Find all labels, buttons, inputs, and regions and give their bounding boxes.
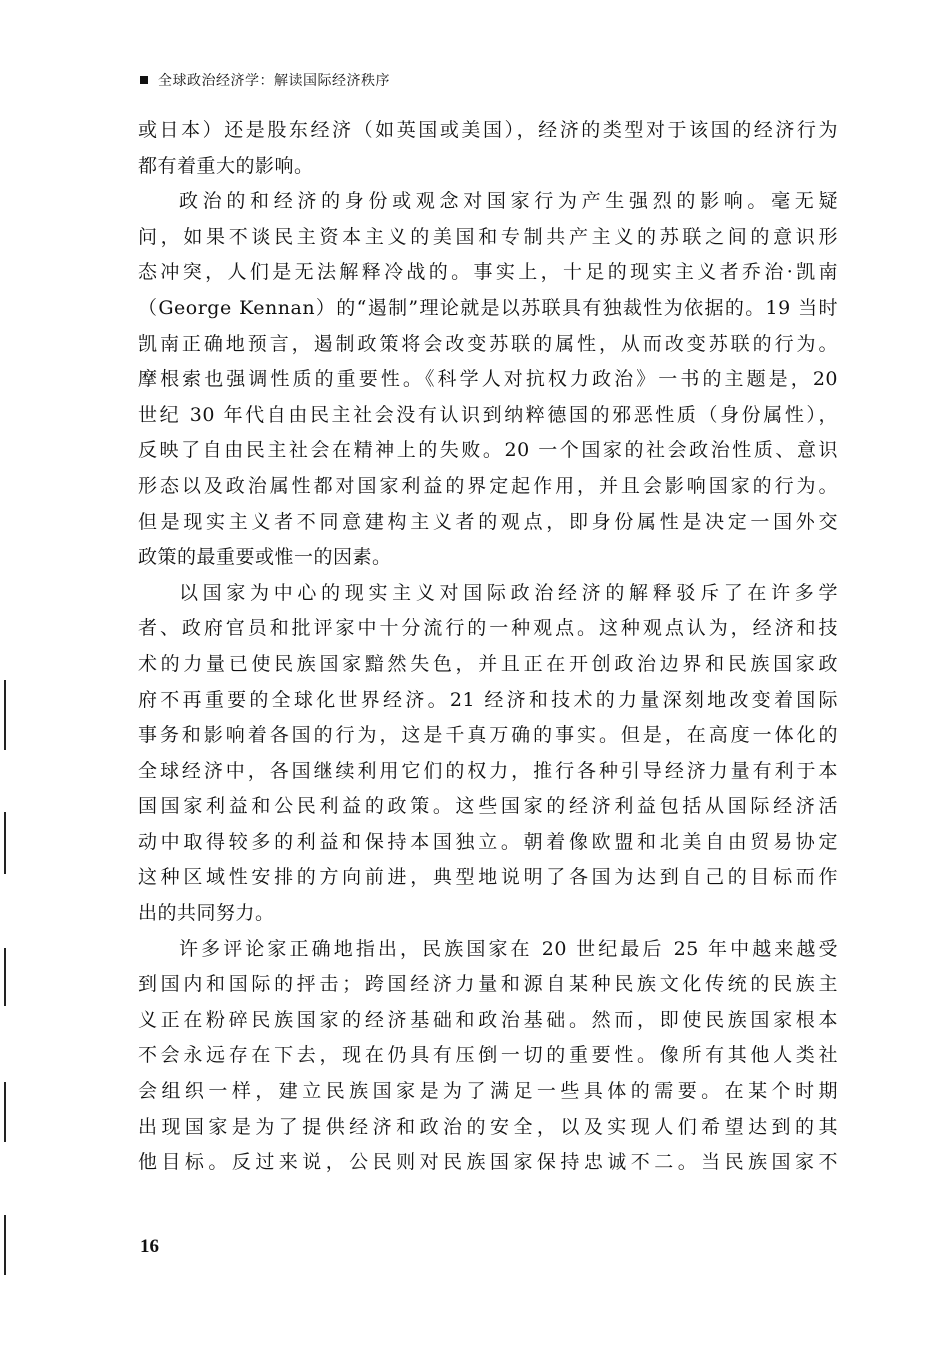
scan-edge-mark: [4, 812, 6, 874]
text-line: 以国家为中心的现实主义对国际政治经济的解释驳斥了在许多学: [179, 581, 838, 604]
text-line: 凯南正确地预言，遏制政策将会改变苏联的属性，从而改变苏联的行为。: [138, 332, 838, 355]
text-line: 世纪 30 年代自由民主社会没有认识到纳粹德国的邪恶性质（身份属性），: [138, 403, 838, 426]
text-line: 府不再重要的全球化世界经济。21 经济和技术的力量深刻地改变着国际: [138, 688, 838, 711]
text-line: 都有着重大的影响。: [138, 154, 314, 177]
text-line: 或日本）还是股东经济（如英国或美国），经济的类型对于该国的经济行为: [138, 119, 838, 141]
scan-edge-mark: [4, 680, 6, 750]
text-line: 出的共同努力。: [138, 902, 275, 925]
text-line: 摩根索也强调性质的重要性。《科学人对抗权力政治》一书的主题是，20: [138, 368, 838, 391]
text-line: 政策的最重要或惟一的因素。: [138, 546, 392, 569]
text-line: 全球经济中，各国继续利用它们的权力，推行各种引导经济力量有利于本: [138, 759, 838, 782]
text-line: 会组织一样，建立民族国家是为了满足一些具体的需要。在某个时期: [138, 1080, 838, 1103]
text-line: 政治的和经济的身份或观念对国家行为产生强烈的影响。毫无疑: [179, 190, 838, 213]
text-line: 他目标。反过来说，公民则对民族国家保持忠诚不二。当民族国家不: [138, 1151, 838, 1174]
text-line: 国国家利益和公民利益的政策。这些国家的经济利益包括从国际经济活: [138, 795, 838, 818]
text-line: 出现国家是为了提供经济和政治的安全，以及实现人们希望达到的其: [138, 1115, 838, 1138]
body-text: [138, 113, 838, 1181]
running-head: [140, 70, 390, 90]
text-line: 问，如果不谈民主资本主义的美国和专制共产主义的苏联之间的意识形: [138, 225, 838, 248]
text-line: 义正在粉碎民族国家的经济基础和政治基础。然而，即使民族国家根本: [138, 1008, 838, 1031]
scan-edge-mark: [4, 1215, 6, 1275]
page-number: 16: [140, 1236, 159, 1257]
text-line: 者、政府官员和批评家中十分流行的一种观点。这种观点认为，经济和技: [138, 617, 838, 640]
text-line: 这种区域性安排的方向前进，典型地说明了各国为达到自己的目标而作: [138, 866, 838, 889]
text-line: 但是现实主义者不同意建构主义者的观点，即身份属性是决定一国外交: [138, 510, 838, 533]
text-line: 形态以及政治属性都对国家利益的界定起作用，并且会影响国家的行为。: [138, 474, 838, 497]
bullet-square-icon: [140, 76, 148, 84]
running-head-text: 全球政治经济学：解读国际经济秩序: [158, 73, 390, 89]
text-line: 不会永远存在下去，现在仍具有压倒一切的重要性。像所有其他人类社: [138, 1044, 838, 1067]
text-line: 术的力量已使民族国家黯然失色，并且正在开创政治边界和民族国家政: [138, 652, 838, 675]
text-line: 态冲突，人们是无法解释冷战的。事实上，十足的现实主义者乔治·凯南: [138, 261, 838, 284]
text-line: 事务和影响着各国的行为，这是千真万确的事实。但是，在高度一体化的: [138, 724, 838, 747]
text-line: 动中取得较多的利益和保持本国独立。朝着像欧盟和北美自由贸易协定: [138, 830, 838, 853]
scan-edge-mark: [4, 1082, 6, 1142]
scan-edge-mark: [4, 948, 6, 1006]
text-line: 到国内和国际的抨击；跨国经济力量和源自某种民族文化传统的民族主: [138, 973, 838, 996]
text-line: （George Kennan）的“遏制”理论就是以苏联具有独裁性为依据的。19 当时: [138, 296, 838, 319]
text-line: 反映了自由民主社会在精神上的失败。20 一个国家的社会政治性质、意识: [138, 439, 838, 462]
text-line: 许多评论家正确地指出，民族国家在 20 世纪最后 25 年中越来越受: [179, 937, 838, 960]
